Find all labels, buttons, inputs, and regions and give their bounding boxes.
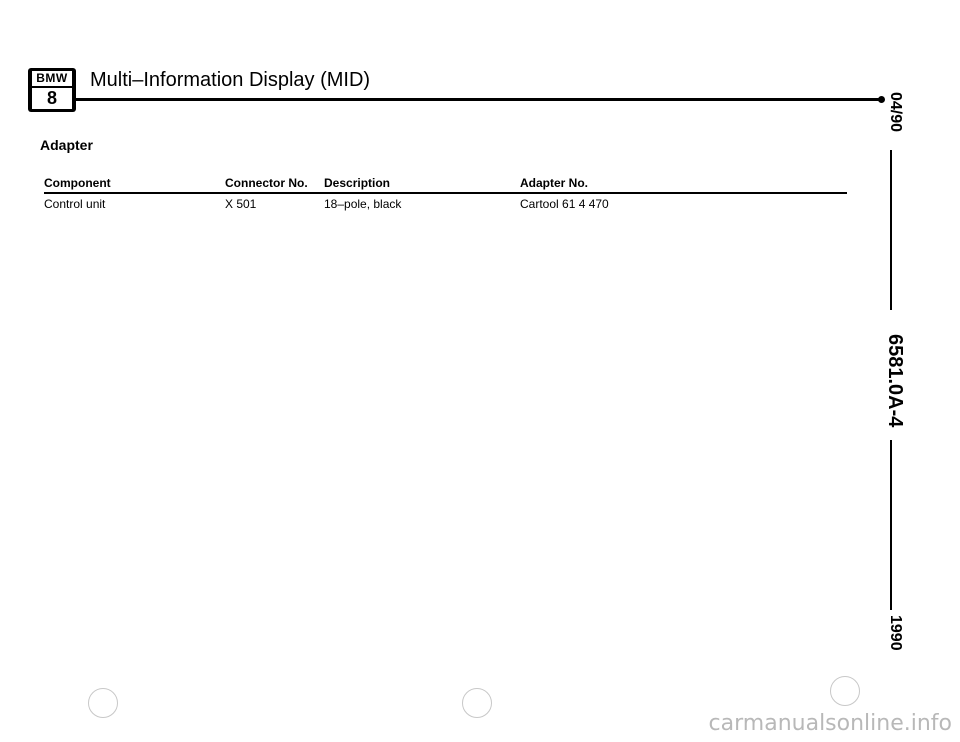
cell-description: 18–pole, black — [324, 197, 402, 211]
logo-series: 8 — [32, 88, 72, 109]
logo-brand: BMW — [32, 71, 72, 86]
column-header-adapter: Adapter No. — [520, 176, 589, 190]
header-divider — [76, 98, 882, 101]
watermark: carmanualsonline.info — [708, 711, 952, 736]
margin-date: 04/90 — [887, 92, 904, 133]
column-header-description: Description — [324, 176, 391, 190]
margin-rule-upper — [890, 150, 892, 310]
header-divider-end — [878, 96, 885, 103]
page-title: Multi–Information Display (MID) — [90, 69, 371, 91]
cell-connector: X 501 — [225, 197, 257, 211]
column-header-component: Component — [44, 176, 111, 190]
binder-hole-center — [462, 688, 492, 718]
section-heading: Adapter — [40, 137, 93, 153]
column-header-connector: Connector No. — [225, 176, 308, 190]
table-header-rule — [44, 192, 847, 194]
binder-hole-right — [830, 676, 860, 706]
margin-year: 1990 — [887, 615, 904, 651]
binder-hole-left — [88, 688, 118, 718]
cell-component: Control unit — [44, 197, 106, 211]
cell-adapter: Cartool 61 4 470 — [520, 197, 609, 211]
bmw-8-logo-icon — [28, 68, 76, 112]
margin-doc-code: 6581.0A-4 — [884, 334, 906, 428]
margin-rule-lower — [890, 440, 892, 610]
